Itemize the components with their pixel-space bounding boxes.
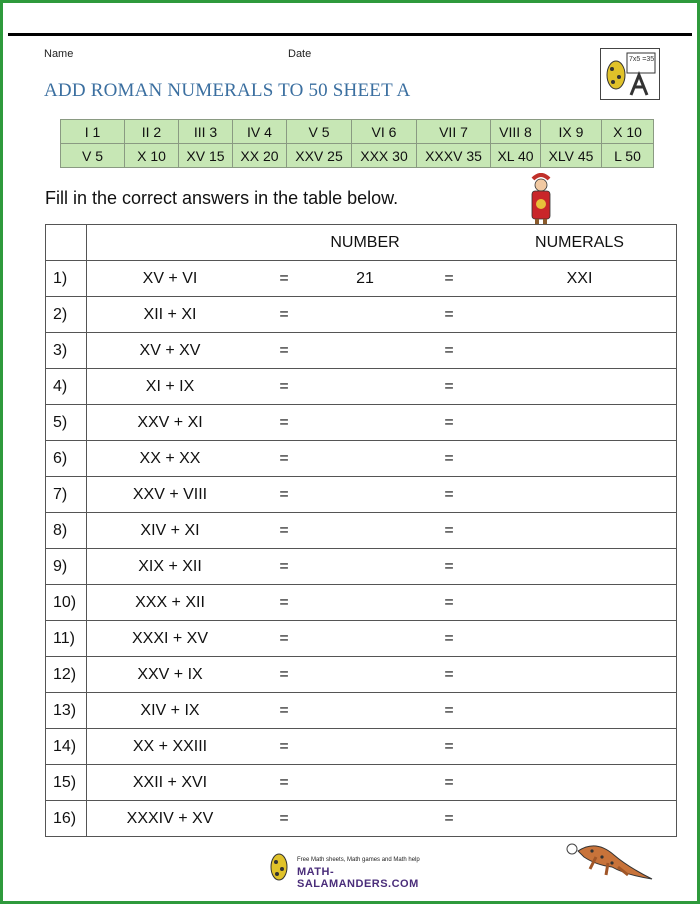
numeral-answer[interactable] (483, 441, 677, 477)
equals-sign: = (415, 585, 483, 621)
reference-cell: XXXV 35 (417, 144, 491, 168)
roman-soldier-icon (521, 173, 561, 225)
numeral-answer[interactable]: XXI (483, 261, 677, 297)
equals-sign: = (253, 513, 315, 549)
reference-cell: VI 6 (352, 120, 417, 144)
row-number: 7) (46, 477, 87, 513)
equals-sign: = (415, 693, 483, 729)
table-row (46, 405, 677, 441)
number-answer[interactable] (315, 801, 415, 837)
equals-sign: = (253, 657, 315, 693)
reference-cell: IX 9 (541, 120, 602, 144)
equals-sign: = (415, 261, 483, 297)
page-title: ADD ROMAN NUMERALS TO 50 SHEET A (44, 80, 411, 101)
numeral-answer[interactable] (483, 405, 677, 441)
equals-sign: = (253, 801, 315, 837)
numeral-answer[interactable] (483, 513, 677, 549)
reference-cell: I 1 (61, 120, 125, 144)
row-number: 15) (46, 765, 87, 801)
equals-sign: = (415, 405, 483, 441)
expression: XI + IX (87, 369, 254, 405)
numeral-answer[interactable] (483, 693, 677, 729)
header-row (46, 225, 677, 261)
reference-cell: XL 40 (491, 144, 541, 168)
expression: XXV + XI (87, 405, 254, 441)
table-row (46, 693, 677, 729)
equals-sign: = (415, 657, 483, 693)
reference-cell: XX 20 (233, 144, 287, 168)
equals-sign: = (415, 441, 483, 477)
expression: XV + XV (87, 333, 254, 369)
reference-cell: V 5 (287, 120, 352, 144)
numeral-answer[interactable] (483, 549, 677, 585)
top-rule (8, 33, 692, 36)
numeral-answer[interactable] (483, 765, 677, 801)
table-row (46, 765, 677, 801)
reference-cell: IV 4 (233, 120, 287, 144)
table-row (46, 441, 677, 477)
number-answer[interactable]: 21 (315, 261, 415, 297)
number-answer[interactable] (315, 729, 415, 765)
equals-sign: = (415, 333, 483, 369)
row-number: 1) (46, 261, 87, 297)
row-number: 10) (46, 585, 87, 621)
numeral-answer[interactable] (483, 657, 677, 693)
row-number: 12) (46, 657, 87, 693)
numeral-answer[interactable] (483, 297, 677, 333)
number-answer[interactable] (315, 441, 415, 477)
table-row (46, 513, 677, 549)
expression: XIV + IX (87, 693, 254, 729)
equals-sign: = (253, 369, 315, 405)
reference-cell: XXV 25 (287, 144, 352, 168)
numeral-answer[interactable] (483, 333, 677, 369)
table-row (46, 369, 677, 405)
row-number: 11) (46, 621, 87, 657)
number-answer[interactable] (315, 297, 415, 333)
row-number: 4) (46, 369, 87, 405)
expression: XXV + VIII (87, 477, 254, 513)
expression: XXXI + XV (87, 621, 254, 657)
numeral-answer[interactable] (483, 801, 677, 837)
table-row (46, 261, 677, 297)
expression: XIV + XI (87, 513, 254, 549)
numeral-answer[interactable] (483, 369, 677, 405)
answer-table (45, 224, 677, 837)
reference-cell: V 5 (61, 144, 125, 168)
salamander-logo-icon (265, 851, 295, 885)
expression: XXX + XII (87, 585, 254, 621)
equals-sign: = (415, 297, 483, 333)
table-row (46, 333, 677, 369)
equals-sign: = (415, 801, 483, 837)
table-row (46, 477, 677, 513)
numeral-answer[interactable] (483, 621, 677, 657)
name-label: Name (44, 48, 74, 60)
number-answer[interactable] (315, 585, 415, 621)
row-number: 3) (46, 333, 87, 369)
date-label: Date (288, 48, 312, 60)
expression: XXXIV + XV (87, 801, 254, 837)
number-answer[interactable] (315, 657, 415, 693)
row-number: 13) (46, 693, 87, 729)
number-answer[interactable] (315, 549, 415, 585)
row-number: 2) (46, 297, 87, 333)
reference-cell: X 10 (602, 120, 654, 144)
equals-sign: = (253, 333, 315, 369)
equals-sign: = (253, 261, 315, 297)
equals-sign: = (253, 441, 315, 477)
footer-tagline: Free Math sheets, Math games and Math help (297, 857, 420, 863)
number-answer[interactable] (315, 693, 415, 729)
reference-cell: XXX 30 (352, 144, 417, 168)
expression: XIX + XII (87, 549, 254, 585)
equals-sign: = (415, 549, 483, 585)
reference-cell: XLV 45 (541, 144, 602, 168)
expression: XX + XXIII (87, 729, 254, 765)
expression: XXII + XVI (87, 765, 254, 801)
number-answer[interactable] (315, 477, 415, 513)
reference-cell: L 50 (602, 144, 654, 168)
row-number: 5) (46, 405, 87, 441)
footer-brand: MATH-SALAMANDERS.COM (297, 866, 419, 890)
equals-sign: = (253, 621, 315, 657)
reference-cell: II 2 (125, 120, 179, 144)
numeral-answer[interactable] (483, 585, 677, 621)
equals-sign: = (415, 765, 483, 801)
row-number: 14) (46, 729, 87, 765)
equals-sign: = (253, 405, 315, 441)
expression: XXV + IX (87, 657, 254, 693)
number-answer[interactable] (315, 405, 415, 441)
number-header: NUMBER (315, 225, 415, 261)
reference-row-2 (61, 144, 654, 168)
equals-sign: = (253, 297, 315, 333)
footer-logo (265, 851, 445, 890)
reference-cell: XV 15 (179, 144, 233, 168)
equals-sign: = (253, 477, 315, 513)
equals-sign: = (253, 729, 315, 765)
worksheet-page (3, 3, 697, 901)
expression: XX + XX (87, 441, 254, 477)
row-number: 6) (46, 441, 87, 477)
numeral-answer[interactable] (483, 477, 677, 513)
logo-text: 7x5 =35 (629, 56, 655, 63)
equals-sign: = (253, 765, 315, 801)
reference-cell: VII 7 (417, 120, 491, 144)
reference-table (60, 119, 654, 168)
number-answer[interactable] (315, 621, 415, 657)
table-row (46, 657, 677, 693)
equals-sign: = (415, 729, 483, 765)
number-answer[interactable] (315, 513, 415, 549)
equals-sign: = (415, 513, 483, 549)
table-row (46, 585, 677, 621)
row-number: 16) (46, 801, 87, 837)
equals-sign: = (415, 621, 483, 657)
table-row (46, 729, 677, 765)
equals-sign: = (253, 549, 315, 585)
table-row (46, 549, 677, 585)
equals-sign: = (415, 477, 483, 513)
reference-cell: III 3 (179, 120, 233, 144)
numeral-answer[interactable] (483, 729, 677, 765)
equals-sign: = (415, 369, 483, 405)
expression: XII + XI (87, 297, 254, 333)
reference-cell: VIII 8 (491, 120, 541, 144)
salamander-icon (556, 835, 656, 891)
reference-row-1 (61, 120, 654, 144)
row-number-header (46, 225, 87, 261)
number-answer[interactable] (315, 369, 415, 405)
table-row (46, 621, 677, 657)
row-number: 9) (46, 549, 87, 585)
table-row (46, 801, 677, 837)
math-logo-icon (600, 48, 660, 100)
instructions-text: Fill in the correct answers in the table below. (45, 188, 399, 208)
numerals-header: NUMERALS (483, 225, 677, 261)
equals-sign: = (253, 585, 315, 621)
row-number: 8) (46, 513, 87, 549)
expression: XV + VI (87, 261, 254, 297)
number-answer[interactable] (315, 765, 415, 801)
equals-sign: = (253, 693, 315, 729)
number-answer[interactable] (315, 333, 415, 369)
table-row (46, 297, 677, 333)
reference-cell: X 10 (125, 144, 179, 168)
